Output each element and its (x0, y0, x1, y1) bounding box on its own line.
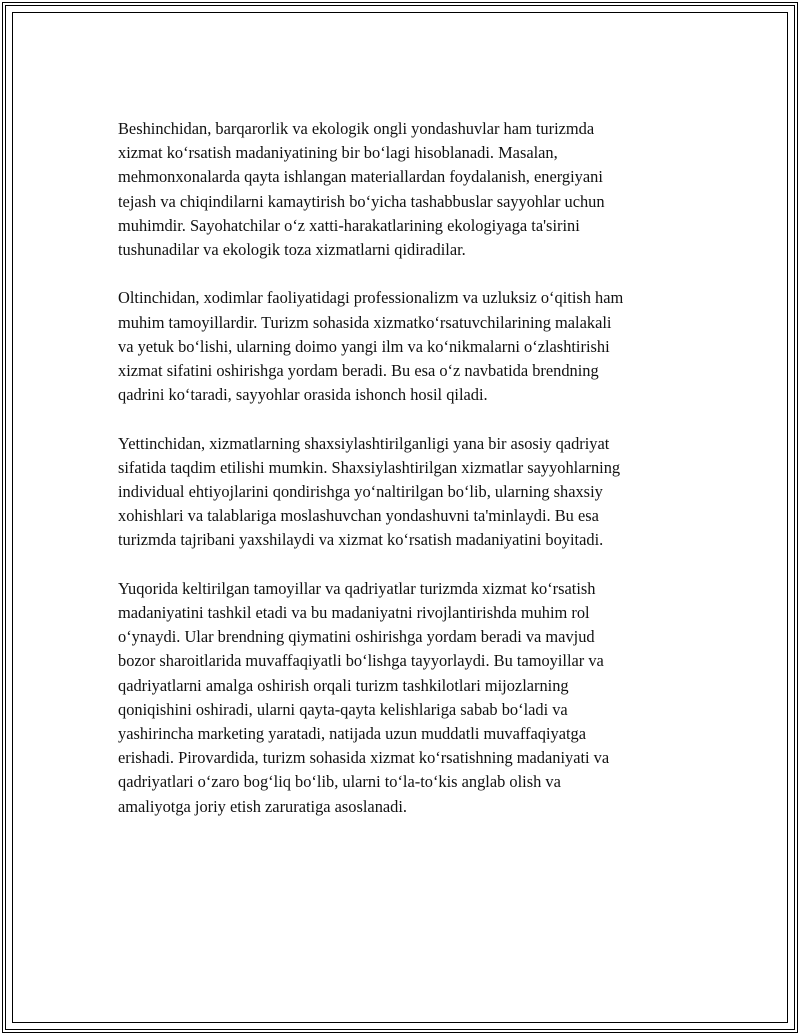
text-line: bozor sharoitlarida muvaffaqiyatli bo‘lishga tayyorlaydi. Bu tamoyillar va (118, 651, 604, 671)
text-line: amaliyotga joriy etish zaruratiga asoslanadi. (118, 796, 408, 816)
text-line: qadriyatlarni amalga oshirish orqali turizm tashkilotlari mijozlarning (118, 675, 569, 695)
text-line: qoniqishini oshiradi, ularni qayta-qayta kelishlariga sabab bo‘ladi va (118, 699, 568, 719)
paragraph-seventh-principle (118, 432, 688, 553)
text-line: Oltinchidan, xodimlar faoliyatidagi professionalizm va uzluksiz o‘qitish ham (118, 288, 624, 308)
paragraph-sixth-principle (118, 286, 688, 407)
document-body (118, 117, 688, 843)
text-line: o‘ynaydi. Ular brendning qiymatini oshirishga yordam beradi va mavjud (118, 627, 595, 647)
text-line: erishadi. Pirovardida, turizm sohasida xizmat ko‘rsatishning madaniyati va (118, 748, 610, 768)
text-line: tejash va chiqindilarni kamaytirish bo‘yicha tashabbuslar sayyohlar uchun (118, 191, 605, 211)
text-line: sifatida taqdim etilishi mumkin. Shaxsiylashtirilgan xizmatlar sayyohlarning (118, 457, 621, 477)
text-line: madaniyatini tashkil etadi va bu madaniyatni rivojlantirishda muhim rol (118, 603, 590, 623)
text-line: tushunadilar va ekologik toza xizmatlarni qidiradilar. (118, 240, 466, 260)
text-line: mehmonxonalarda qayta ishlangan materiallardan foydalanish, energiyani (118, 167, 603, 187)
text-line: Yuqorida keltirilgan tamoyillar va qadriyatlar turizmda xizmat ko‘rsatish (118, 578, 596, 598)
text-line: Yettinchidan, xizmatlarning shaxsiylashtirilganligi yana bir asosiy qadriyat (118, 433, 610, 453)
text-line: va yetuk bo‘lishi, ularning doimo yangi ilm va ko‘nikmalarni o‘zlashtirishi (118, 336, 610, 356)
text-line: Beshinchidan, barqarorlik va ekologik ongli yondashuvlar ham turizmda (118, 119, 595, 138)
text-line: turizmda tajribani yaxshilaydi va xizmat ko‘rsatish madaniyatini boyitadi. (118, 530, 604, 550)
text-line: muhimdir. Sayohatchilar o‘z xatti-harakatlarining ekologiyaga ta'sirini (118, 215, 580, 235)
text-line: xizmat sifatini oshirishga yordam beradi. Bu esa o‘z navbatida brendning (118, 361, 599, 381)
text-line: xizmat ko‘rsatish madaniyatining bir bo‘lagi hisoblanadi. Masalan, (118, 143, 558, 163)
text-line: xohishlari va talablariga moslashuvchan yondashuvni ta'minlaydi. Bu esa (118, 506, 599, 526)
text-line: yashirincha marketing yaratadi, natijada uzun muddatli muvaffaqiyatga (118, 724, 587, 744)
text-line: qadrini ko‘taradi, sayyohlar orasida ishonch hosil qiladi. (118, 385, 488, 405)
paragraph-conclusion (118, 577, 688, 819)
text-line: muhim tamoyillardir. Turizm sohasida xizmatko‘rsatuvchilarining malakali (118, 312, 612, 332)
paragraph-fifth-principle (118, 117, 688, 262)
text-line: qadriyatlari o‘zaro bog‘liq bo‘lib, ularni to‘la-to‘kis anglab olish va (118, 772, 561, 792)
text-line: individual ehtiyojlarini qondirishga yo‘naltirilgan bo‘lib, ularning shaxsiy (118, 482, 603, 502)
